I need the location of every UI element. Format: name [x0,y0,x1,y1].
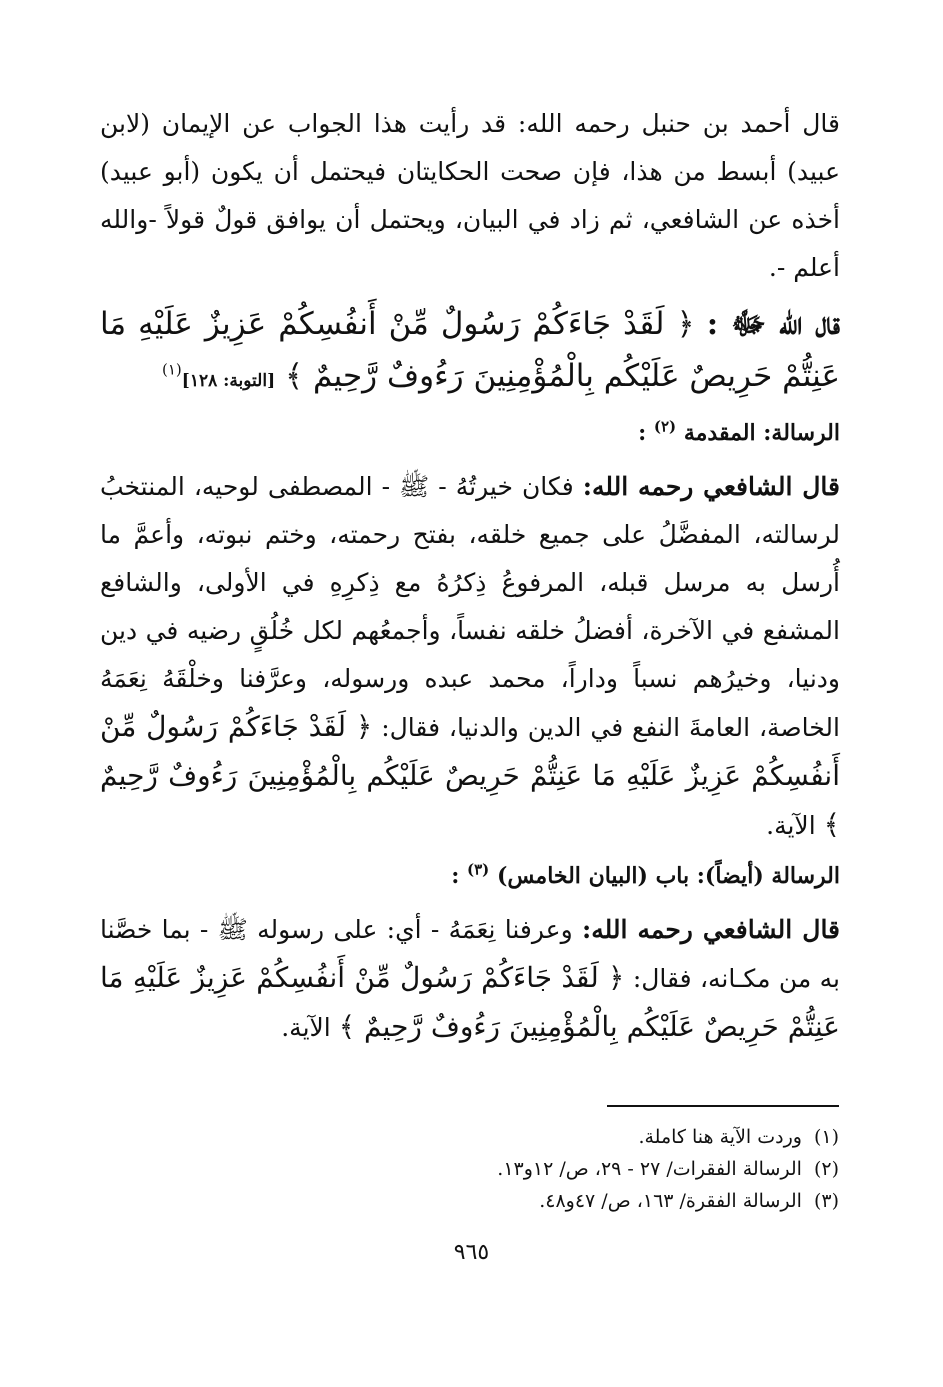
paragraph-shafii-1-text: فكان خيرتُهُ - ﷺ - المصطفى لوحيه، المنتخبُ لرسالته، المفضَّلُ على جميع خلقه، بفتح رحمته، وختم نبوته، وأعمَّ ما أُرسل به مرسل قبله، المرفوعُ ذِكرُهُ مع ذِكرِهِ في الأولى، والشافع المشفع في الآخرة، أفضلُ خلقه نفساً، وأجمعُهم لكل خُلُقٍ رضيه في دين ودنيا، وخيرُهم نسباً وداراً، محمد عبده ورسوله، وعرَّفنا وخلْقَهُ نِعَمَهُ الخاصة، العامةَ النفع في الدين والدنيا، فقال: [100,472,840,742]
paragraph-ahmad [100,100,840,292]
footnote-2 [497,1153,839,1185]
quran-verse-2: ﴿ لَقَدْ جَاءَكُمْ رَسُولٌ مِّنْ أَنفُسِكُمْ عَزِيزٌ عَلَيْهِ مَا عَنِتُّمْ حَرِيصٌ عَلَيْكُم بِالْمُؤْمِنِينَ رَءُوفٌ رَّحِيمٌ ﴾ [100,710,840,841]
quran-verse-3: ﴿ لَقَدْ جَاءَكُمْ رَسُولٌ مِّنْ أَنفُسِكُمْ عَزِيزٌ عَلَيْهِ مَا عَنِتُّمْ حَرِيصٌ عَلَيْكُم بِالْمُؤْمِنِينَ رَءُوفٌ رَّحِيمٌ ﴾ [100,961,840,1043]
footnote-marker-1[interactable]: (١) [161,360,182,379]
verse-tail: الآية. [281,1013,331,1042]
footnote-number: (٢) [813,1158,839,1180]
footnote-marker-3[interactable]: (٣) [467,860,490,879]
footnote-number: (٣) [813,1190,839,1212]
footnote-3 [539,1185,839,1217]
paragraph-shafii-2-text: وعرفنا نِعَمَهُ - أي: على رسوله ﷺ - بما خصَّنا به من مكـانه، فقال: [100,915,841,993]
section-heading-muqaddima-text: الرسالة: المقدمة [683,420,840,446]
footnote-text: الرسالة الفقرات/ ٢٧ - ٢٩، ص/ ١٢و١٣. [497,1158,802,1180]
footnote-number: (١) [813,1126,839,1148]
paragraph-ahmad-text: قال أحمد بن حنبل رحمه الله: قد رأيت هذا الجواب عن الإيمان (لابن عبيد) أبسط من هذا، فإن صحت الحكايتان فيحتمل أن يكون (أبو عبيد) أخذه عن الشافعي، ثم زاد في البيان، ويحتمل أن يوافق قولٌ قولاً -والله أعلم -. [100,109,840,282]
paragraph-shafii-1 [100,463,840,850]
heading-colon: : [638,420,647,446]
page-body [100,100,840,1058]
verse-reference: [التوبة: ١٢٨] [181,371,276,391]
footnotes-section [497,1105,839,1217]
quran-verse-1: ﴿ لَقَدْ جَاءَكُمْ رَسُولٌ مِّنْ أَنفُسِكُمْ عَزِيزٌ عَلَيْهِ مَا عَنِتُّمْ حَرِيصٌ عَلَيْكُم بِالْمُؤْمِنِينَ رَءُوفٌ رَّحِيمٌ ﴾ [100,306,840,394]
section-heading-bayan-text: الرسالة (أيضاً): باب (البيان الخامس) [496,863,840,889]
heading-colon: : [451,863,460,889]
page-number: ٩٦٥ [453,1240,490,1265]
speaker-lead: قال الشافعي رحمه الله: [581,915,841,944]
quran-intro: قال الله ﷻ : [706,306,841,342]
section-heading-bayan [100,856,840,896]
paragraph-shafii-2 [100,906,840,1052]
footnote-text: الرسالة الفقرة/ ١٦٣، ص/ ٤٧و٤٨. [539,1190,802,1212]
section-heading-muqaddima [100,413,840,453]
footnote-1 [607,1121,839,1153]
footnote-text: وردت الآية هنا كاملة. [638,1126,802,1148]
verse-tail: الآية. [766,811,816,840]
footnote-marker-2[interactable]: (٢) [653,417,677,436]
quran-block-1 [100,298,840,407]
speaker-lead: قال الشافعي رحمه الله: [582,472,840,501]
